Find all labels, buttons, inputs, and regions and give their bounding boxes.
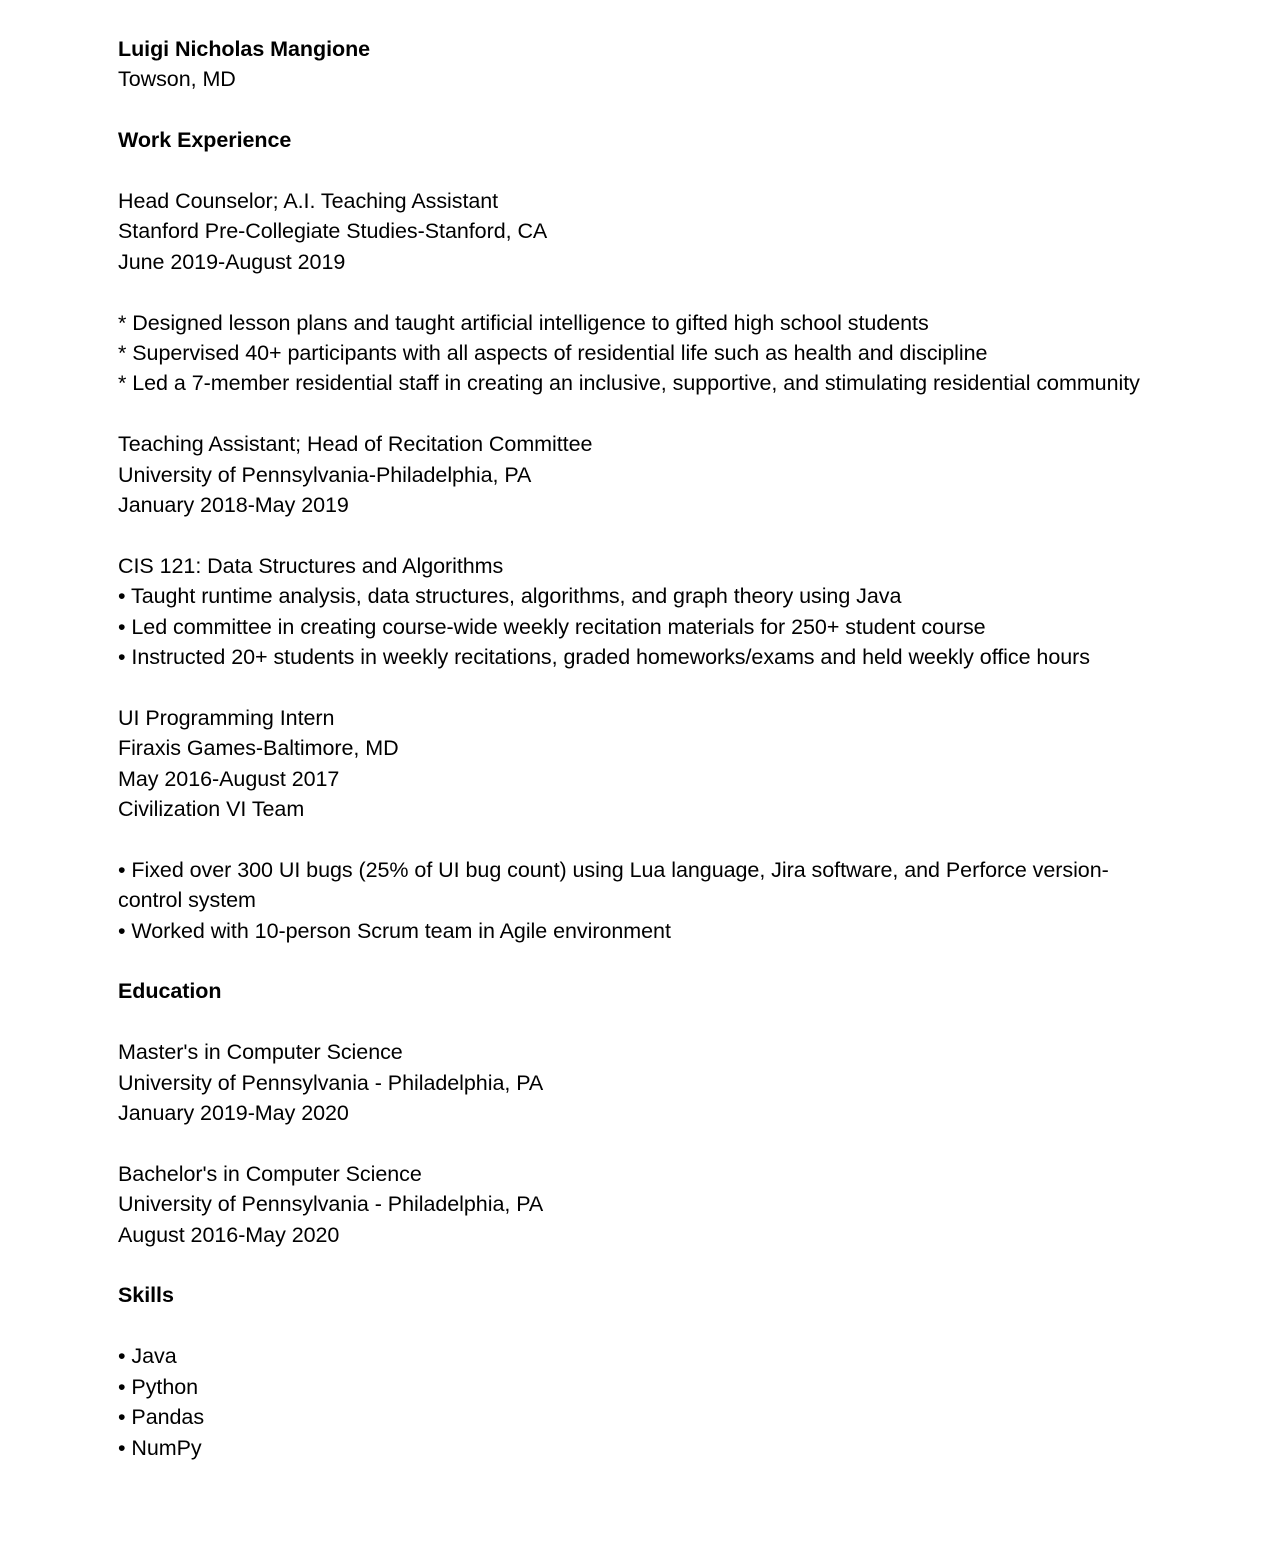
education-dates: August 2016-May 2020 (118, 1222, 340, 1247)
spacer (118, 156, 1170, 186)
job-bullets (118, 855, 1170, 946)
spacer (118, 946, 1170, 976)
education-entry (118, 1037, 1170, 1128)
spacer (118, 399, 1170, 429)
job-team: Civilization VI Team (118, 797, 305, 822)
spacer (118, 1007, 1170, 1037)
section-heading-work-experience: Work Experience (118, 128, 292, 153)
education-entry (118, 1159, 1170, 1250)
job-dates: June 2019-August 2019 (118, 249, 346, 274)
job-employer: Stanford Pre-Collegiate Studies-Stanford, CA (118, 219, 548, 244)
course-title: CIS 121: Data Structures and Algorithms (118, 553, 504, 578)
spacer (118, 1250, 1170, 1280)
job-title: Head Counselor; A.I. Teaching Assistant (118, 189, 499, 213)
spacer (118, 1311, 1170, 1341)
work-entry (118, 429, 1170, 520)
job-bullet: * Designed lesson plans and taught artificial intelligence to gifted high school students (118, 310, 929, 335)
job-bullet: • Led committee in creating course-wide weekly recitation materials for 250+ student course (118, 614, 986, 639)
job-bullet: • Taught runtime analysis, data structures, algorithms, and graph theory using Java (118, 584, 902, 609)
candidate-location: Towson, MD (118, 67, 236, 92)
skill-item: • Python (118, 1374, 199, 1399)
section-heading-skills: Skills (118, 1283, 174, 1308)
spacer (118, 277, 1170, 307)
job-employer: Firaxis Games-Baltimore, MD (118, 736, 399, 761)
job-title: UI Programming Intern (118, 705, 335, 730)
education-school: University of Pennsylvania - Philadelphia, PA (118, 1192, 544, 1217)
skills-list (118, 1341, 1170, 1463)
education-degree: Bachelor's in Computer Science (118, 1161, 422, 1186)
job-bullet: * Supervised 40+ participants with all aspects of residential life such as health and discipline (118, 341, 988, 366)
resume-document (118, 34, 1170, 1463)
job-bullet: • Instructed 20+ students in weekly recitations, graded homeworks/exams and held weekly office hours (118, 645, 1090, 670)
job-employer: University of Pennsylvania-Philadelphia, PA (118, 462, 532, 487)
education-degree: Master's in Computer Science (118, 1040, 403, 1065)
spacer (118, 824, 1170, 854)
job-title: Teaching Assistant; Head of Recitation Committee (118, 432, 593, 457)
spacer (118, 1128, 1170, 1158)
job-bullet: • Worked with 10-person Scrum team in Agile environment (118, 918, 671, 943)
skill-item: • NumPy (118, 1435, 202, 1460)
spacer (118, 672, 1170, 702)
education-dates: January 2019-May 2020 (118, 1101, 349, 1126)
job-dates: January 2018-May 2019 (118, 493, 349, 518)
spacer (118, 520, 1170, 550)
skill-item: • Pandas (118, 1405, 205, 1430)
work-entry (118, 186, 1170, 277)
job-bullet: * Led a 7-member residential staff in creating an inclusive, supportive, and stimulating residential community (118, 371, 1140, 396)
job-dates: May 2016-August 2017 (118, 766, 340, 791)
job-bullets (118, 308, 1170, 399)
spacer (118, 95, 1170, 125)
section-heading-education: Education (118, 979, 222, 1004)
job-bullets (118, 551, 1170, 673)
work-entry (118, 703, 1170, 825)
candidate-name: Luigi Nicholas Mangione (118, 37, 371, 61)
skill-item: • Java (118, 1344, 177, 1369)
job-bullet: • Fixed over 300 UI bugs (25% of UI bug count) using Lua language, Jira software, and Perforce version-control system (118, 857, 1109, 913)
education-school: University of Pennsylvania - Philadelphia, PA (118, 1070, 544, 1095)
